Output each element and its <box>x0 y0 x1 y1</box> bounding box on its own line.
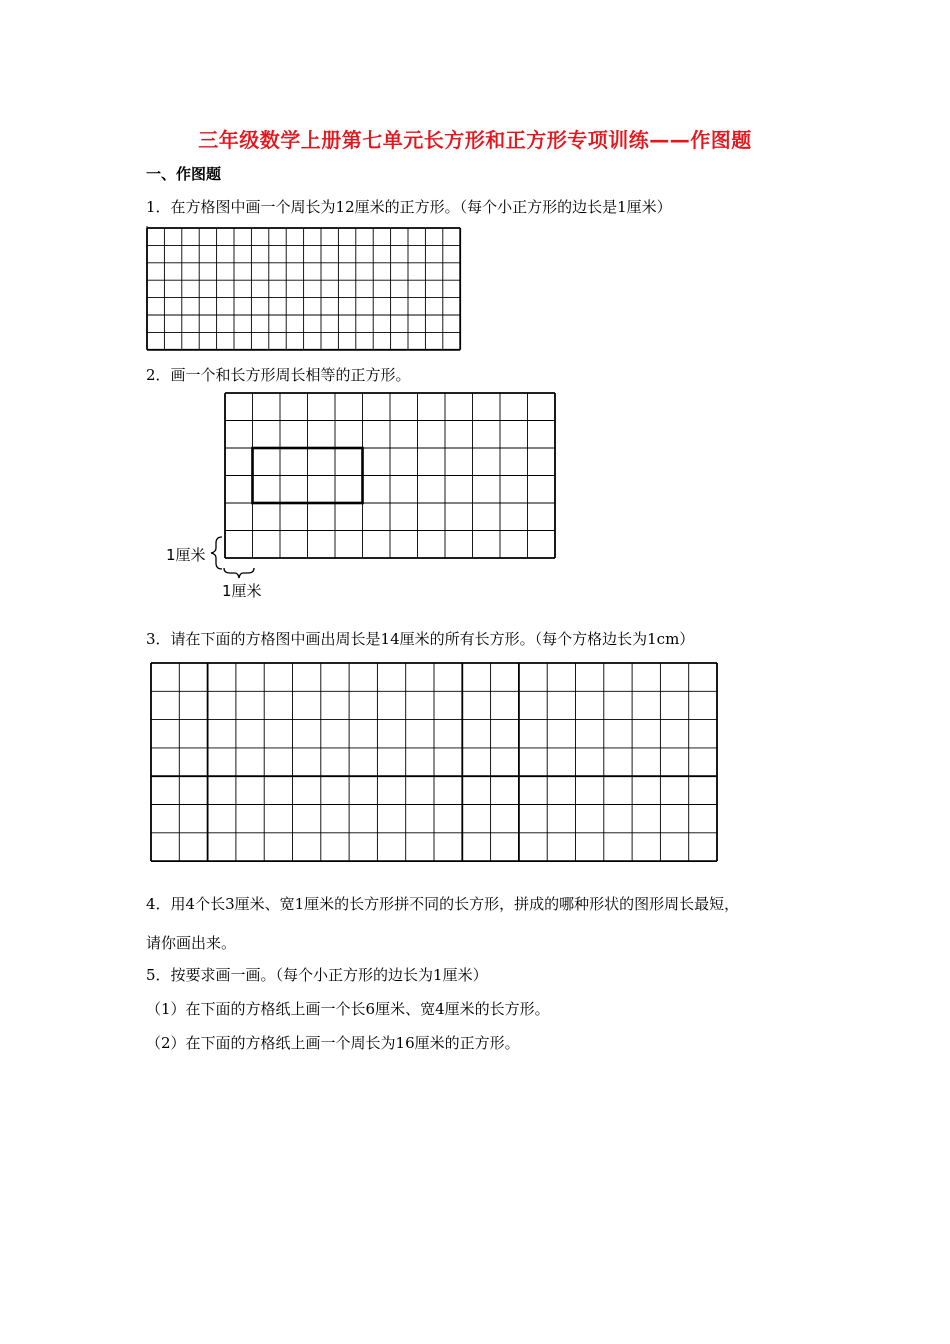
question-5-text: 5．按要求画一画。（每个小正方形的边长为1厘米） <box>146 966 488 984</box>
grid-2 <box>224 392 564 570</box>
bottom-brace-icon <box>223 566 255 580</box>
section-heading: 一、作图题 <box>146 165 222 183</box>
question-3-text: 3．请在下面的方格图中画出周长是14厘米的所有长方形。（每个方格边长为1cm） <box>146 630 695 648</box>
question-4-text-line2: 请你画出来。 <box>146 934 237 952</box>
question-5-sub1: （1）在下面的方格纸上画一个长6厘米、宽4厘米的长方形。 <box>146 1000 550 1018</box>
bottom-unit-label: 1厘米 <box>222 582 262 600</box>
question-5-sub2: （2）在下面的方格纸上画一个周长为16厘米的正方形。 <box>146 1034 520 1052</box>
side-unit-label: 1厘米 <box>166 546 206 564</box>
question-2-text: 2．画一个和长方形周长相等的正方形。 <box>146 366 411 384</box>
question-1-text: 1．在方格图中画一个周长为12厘米的正方形。（每个小正方形的边长是1厘米） <box>146 198 672 216</box>
page-title: 三年级数学上册第七单元长方形和正方形专项训练——作图题 <box>198 128 752 152</box>
question-4-text-line1: 4．用4个长3厘米、宽1厘米的长方形拼不同的长方形，拼成的哪种形状的图形周长最短， <box>146 895 740 913</box>
side-brace-icon <box>210 536 224 570</box>
grid-3 <box>150 662 720 862</box>
grid-1 <box>146 226 466 348</box>
